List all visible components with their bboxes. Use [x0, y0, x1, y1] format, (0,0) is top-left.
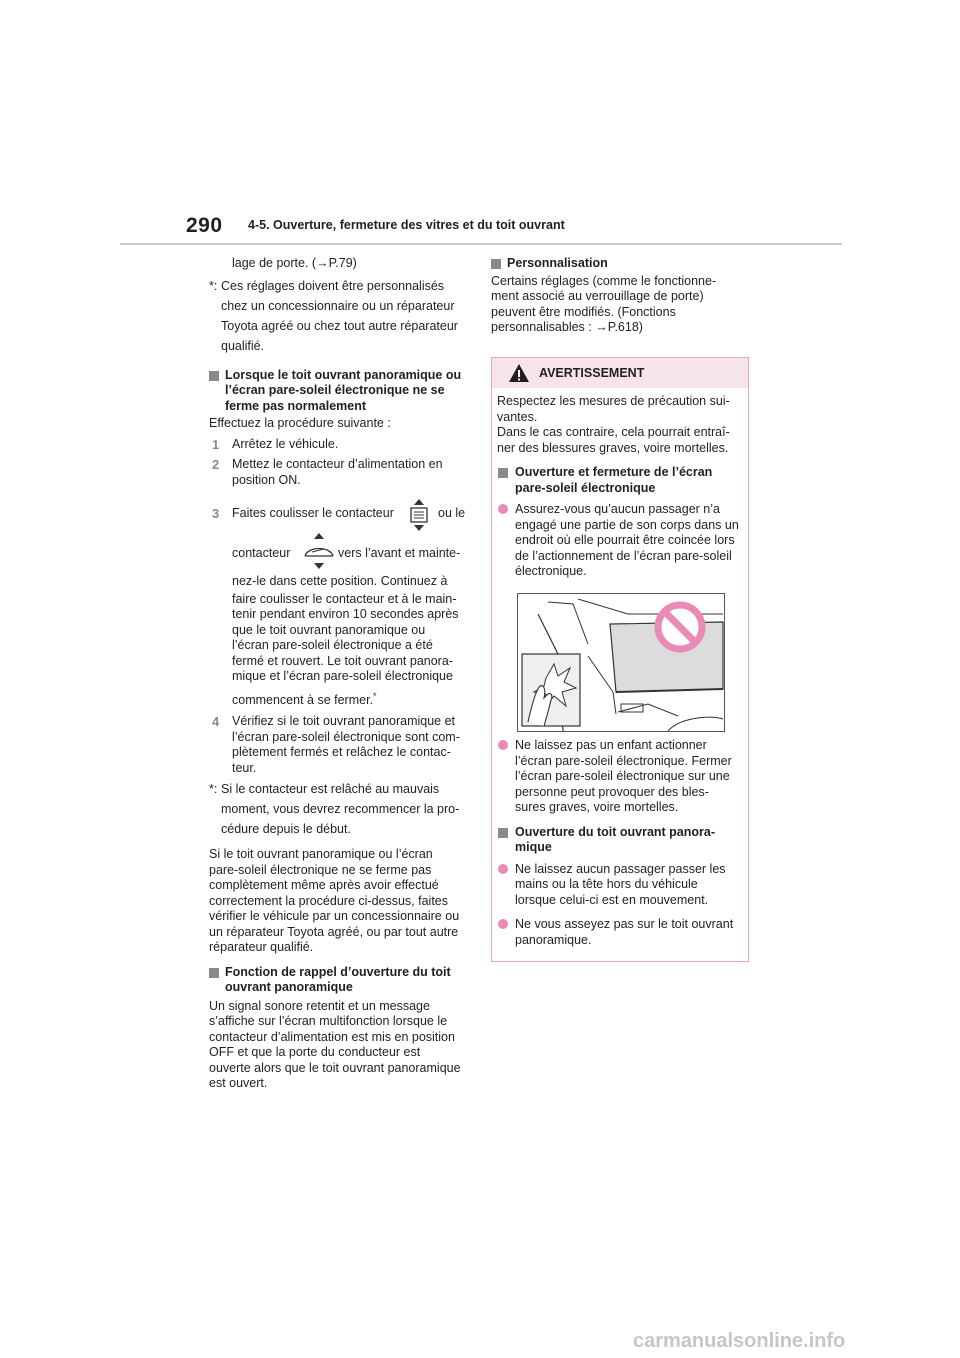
paragraph-line: ner des blessures graves, voire mortelles.: [497, 440, 729, 455]
step-text: position ON.: [232, 472, 301, 487]
step-number: 1: [212, 436, 220, 452]
customization-section: [491, 256, 751, 336]
sunshade-pinch-illustration: [517, 593, 725, 732]
step-text: mique et l’écran pare-soleil électronique: [232, 669, 453, 683]
step-number: 4: [212, 714, 220, 730]
step-text: Faites coulisser le contacteur: [232, 506, 394, 520]
bullet-line: mains ou la tête hors du véhicule: [515, 877, 698, 891]
paragraph-line: OFF et que la porte du conducteur est: [209, 1045, 421, 1060]
heading-line: l’écran pare-soleil électronique ne se: [225, 383, 445, 397]
footnote-line: chez un concessionnaire ou un réparateur: [221, 298, 455, 313]
customization-text: [491, 274, 751, 336]
step-3-line-2: [232, 532, 471, 572]
procedure-intro: Effectuez la procédure suivante :: [209, 416, 391, 430]
bullet-line: sures graves, voire mortelles.: [515, 800, 679, 814]
paragraph-line: contacteur d’alimentation est mis en position: [209, 1029, 455, 1044]
heading-line: Lorsque le toit ouvrant panoramique ou: [225, 367, 462, 382]
step-text: l’écran pare-soleil électronique sont com-: [232, 729, 460, 744]
heading-line: ferme pas normalement: [225, 398, 367, 413]
step-text: Vérifiez si le toit ouvrant panoramique et: [232, 714, 456, 729]
heading-line: Ouverture du toit ouvrant panora-: [515, 824, 716, 839]
bullet-line: l’écran pare-soleil électronique. Fermer: [515, 753, 732, 768]
section-title: 4-5. Ouverture, fermeture des vitres et du toit ouvrant: [248, 218, 565, 232]
warning-heading-sunshade: [497, 465, 743, 496]
step-3: [209, 498, 471, 710]
footnote-line: Si le contacteur est relâché au mauvais: [221, 782, 440, 797]
bullet-line: Ne laissez aucun passager passer les: [515, 861, 726, 876]
warning-header: [492, 358, 748, 388]
watermark: carmanualsonline.info: [633, 1330, 846, 1352]
step-2: [209, 457, 471, 488]
warning-intro: [497, 394, 743, 456]
heading-line: Fonction de rappel d’ouverture du toit: [225, 964, 451, 979]
intro-line: lage de porte. (→P.79): [232, 256, 357, 270]
paragraph-line: complètement même après avoir effectué: [209, 878, 439, 893]
step-1: [209, 437, 471, 453]
heading-square-icon: [498, 468, 508, 478]
header-rule: [120, 243, 842, 245]
paragraph-line: peuvent être modifiés. (Fonctions: [491, 304, 676, 319]
warning-heading-sunroof: [497, 825, 743, 856]
warning-title: AVERTISSEMENT: [539, 366, 645, 380]
heading-line: Ouverture et fermeture de l’écran: [515, 465, 713, 479]
step-number: 3: [212, 506, 220, 521]
bullet-line: l’écran pare-soleil électronique sur une: [515, 769, 730, 783]
footnote-marker: *:: [209, 782, 218, 797]
bullet-line: endroit où elle pourrait être coincée lors: [515, 533, 735, 547]
bullet-dot-icon: [498, 919, 508, 929]
step-3-line-1: [232, 498, 471, 532]
bullet-line: Assurez-vous qu’aucun passager n’a: [515, 502, 720, 516]
bullet-dot-icon: [498, 740, 508, 750]
step-text: teur.: [232, 760, 257, 775]
paragraph-line: est ouvert.: [209, 1076, 268, 1091]
warning-content-lower: [497, 738, 743, 948]
bullet-line: personne peut provoquer des bles-: [515, 784, 709, 799]
bullet-line: de l’actionnement de l’écran pare-soleil: [515, 548, 732, 563]
warning-content: [497, 394, 743, 580]
footnote-line: Toyota agréé ou chez tout autre réparateur: [221, 318, 458, 333]
paragraph-line: vérifier le véhicule par un concessionnaire ou: [209, 909, 460, 924]
step-text: faire coulisser le contacteur et à le main-: [232, 591, 457, 606]
heading-square-icon: [209, 968, 219, 978]
step-text: que le toit ouvrant panoramique ou: [232, 622, 426, 637]
bullet-dot-icon: [498, 504, 508, 514]
heading-line: pare-soleil électronique: [515, 480, 656, 495]
step-text: fermé et rouvert. Le toit ouvrant panora-: [232, 653, 453, 668]
bullet-line: engagé une partie de son corps dans un: [515, 517, 739, 532]
step-text: commencent à se fermer.: [232, 692, 374, 707]
warning-triangle-icon: [508, 363, 530, 383]
pinch-hazard-illustration: [518, 594, 724, 731]
footnote-line: qualifié.: [221, 338, 265, 353]
footnote-line: Ces réglages doivent être personnalisés: [221, 278, 445, 293]
footnote-marker: *: [373, 690, 377, 701]
paragraph-line: correctement la procédure ci-dessus, faites: [209, 893, 448, 908]
bullet-line: électronique.: [515, 564, 587, 578]
heading-customization: [491, 256, 751, 272]
paragraph-line: Certains réglages (comme le fonctionne-: [491, 273, 717, 288]
paragraph-line: ment associé au verrouillage de porte): [491, 289, 704, 303]
sunroof-switch-icon: [302, 532, 336, 570]
footnote-line: moment, vous devrez recommencer la pro-: [221, 802, 460, 817]
warning-bullet-2: [497, 738, 743, 816]
paragraph-check-vehicle: [209, 847, 471, 956]
heading-line: mique: [515, 840, 552, 854]
heading-square-icon: [498, 828, 508, 838]
heading-line: Personnalisation: [507, 256, 608, 270]
warning-bullet-1: [497, 502, 743, 580]
step-4: [209, 714, 471, 776]
page-number: 290: [186, 214, 223, 237]
left-column: [209, 256, 471, 1092]
heading-square-icon: [491, 259, 501, 269]
step-text: vers l’avant et mainte-: [338, 546, 461, 560]
footnote-marker: *:: [209, 278, 218, 293]
paragraph-line: vantes.: [497, 409, 538, 424]
step-text: l’écran pare-soleil électronique a été: [232, 638, 433, 652]
bullet-dot-icon: [498, 864, 508, 874]
paragraph-line: un réparateur Toyota agréé, ou par tout autre: [209, 924, 459, 939]
paragraph-line: Un signal sonore retentit et un message: [209, 998, 430, 1013]
step-text: Arrêtez le véhicule.: [232, 436, 339, 451]
warning-bullet-4: [497, 917, 743, 948]
bullet-line: Ne laissez pas un enfant actionner: [515, 738, 707, 752]
step-text: ou le: [438, 506, 466, 520]
paragraph-line: personnalisables : →P.618): [491, 320, 643, 334]
heading-square-icon: [209, 371, 219, 381]
paragraph-reminder: [209, 999, 471, 1092]
paragraph-line: Dans le cas contraire, cela pourrait entraî-: [497, 425, 730, 439]
step-number: 2: [212, 457, 220, 472]
footnote-1: [209, 276, 471, 356]
footnote-line: cédure depuis le début.: [221, 822, 351, 837]
heading-line: ouvrant panoramique: [225, 980, 353, 995]
step-text: plètement fermés et relâchez le contac-: [232, 745, 451, 760]
bullet-line: Ne vous asseyez pas sur le toit ouvrant: [515, 917, 734, 931]
footnote-2: [209, 779, 471, 839]
paragraph-line: Si le toit ouvrant panoramique ou l’écran: [209, 847, 433, 862]
paragraph-line: Respectez les mesures de précaution sui-: [497, 394, 730, 408]
step-text: Mettez le contacteur d’alimentation en: [232, 457, 443, 471]
warning-bullet-3: [497, 862, 743, 909]
heading-not-closing: [209, 368, 471, 415]
sunshade-switch-icon: [406, 498, 432, 532]
heading-reminder: [209, 965, 471, 996]
bullet-line: lorsque celui-ci est en mouvement.: [515, 892, 709, 907]
paragraph-line: ouverte alors que le toit ouvrant panoramique: [209, 1060, 461, 1075]
paragraph-line: pare-soleil électronique ne se ferme pas: [209, 862, 432, 877]
step-text: contacteur: [232, 546, 291, 560]
bullet-line: panoramique.: [515, 932, 592, 947]
step-text: tenir pendant environ 10 secondes après: [232, 607, 459, 621]
paragraph-line: s’affiche sur l’écran multifonction lorsque le: [209, 1014, 448, 1029]
paragraph-line: réparateur qualifié.: [209, 940, 314, 955]
step-text: nez-le dans cette position. Continuez à: [232, 574, 448, 588]
